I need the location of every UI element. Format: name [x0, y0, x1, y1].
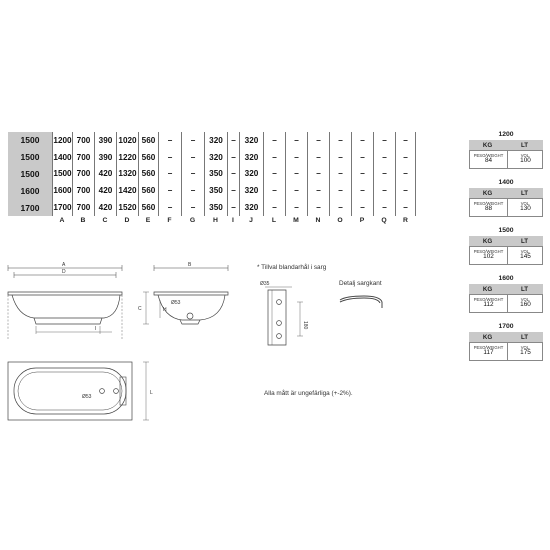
- table-cell: 320: [244, 203, 259, 213]
- table-cell: 700: [76, 186, 91, 196]
- volume-value: 100: [520, 157, 531, 165]
- column-letter: B: [80, 217, 86, 224]
- table-cell: –: [190, 203, 196, 213]
- table-cell: –: [338, 135, 343, 145]
- table-cell: –: [231, 135, 236, 145]
- table-cell: 1420: [118, 186, 137, 196]
- model-cell: 1500: [20, 135, 40, 146]
- column-letter: P: [359, 217, 365, 224]
- table-cell: 560: [141, 152, 156, 162]
- kg-header: KG: [482, 285, 493, 293]
- table-cell: –: [231, 186, 236, 196]
- weight-label: PESO/WEIGHT: [473, 296, 504, 302]
- table-cell: –: [338, 152, 343, 162]
- weight-value: 117: [483, 349, 494, 357]
- weight-label: PESO/WEIGHT: [473, 344, 504, 350]
- weight-value: 84: [484, 157, 493, 165]
- table-cell: –: [231, 152, 236, 162]
- tap-hole-drawing: [265, 287, 303, 345]
- table-cell: 1600: [53, 186, 72, 196]
- table-cell: 1500: [53, 169, 72, 179]
- table-cell: 560: [141, 186, 156, 196]
- table-cell: 350: [209, 186, 223, 196]
- table-cell: –: [190, 135, 196, 145]
- table-cell: –: [231, 203, 236, 213]
- table-cell: 1020: [118, 135, 137, 145]
- table-cell: –: [382, 203, 387, 213]
- table-cell: –: [382, 169, 387, 179]
- table-cell: –: [167, 203, 173, 213]
- spec-box-title: 1500: [498, 227, 514, 234]
- table-cell: –: [294, 203, 299, 213]
- column-letter: F: [167, 217, 172, 224]
- tolerance-note: Alla mått är ungefärliga (+-2%).: [264, 390, 353, 397]
- table-cell: 1200: [53, 135, 72, 145]
- table-cell: –: [167, 135, 173, 145]
- column-letter: E: [145, 217, 151, 224]
- table-cell: –: [316, 135, 321, 145]
- end-view-drawing: [143, 265, 228, 324]
- table-cell: –: [294, 186, 299, 196]
- volume-value: 160: [520, 301, 531, 309]
- table-cell: 700: [76, 135, 91, 145]
- table-cell: 390: [98, 152, 113, 162]
- table-cell: –: [190, 169, 196, 179]
- table-cell: 700: [76, 203, 91, 213]
- table-cell: –: [190, 152, 196, 162]
- model-cell: 1500: [20, 152, 40, 163]
- end-hole-diameter: Ø53: [171, 300, 181, 306]
- column-letter: N: [315, 217, 321, 224]
- table-cell: –: [272, 203, 277, 213]
- table-cell: –: [272, 135, 277, 145]
- lt-header: LT: [520, 237, 529, 245]
- table-cell: 420: [98, 169, 113, 179]
- weight-value: 102: [483, 253, 494, 261]
- table-cell: –: [403, 186, 408, 196]
- table-cell: –: [231, 169, 236, 179]
- table-cell: –: [360, 186, 365, 196]
- model-cell: 1500: [20, 168, 40, 179]
- table-cell: –: [382, 135, 387, 145]
- lt-header: LT: [520, 285, 529, 293]
- table-cell: 700: [76, 169, 91, 179]
- rim-detail-drawing: [340, 296, 382, 308]
- tap-hole-spacing: 180: [302, 321, 308, 330]
- table-cell: 1220: [118, 152, 137, 162]
- column-letter: J: [249, 217, 253, 224]
- plan-view-drawing: [8, 362, 149, 420]
- spec-box-title: 1400: [498, 179, 514, 186]
- column-letter: C: [102, 217, 108, 224]
- table-cell: –: [338, 186, 343, 196]
- table-cell: 1520: [118, 203, 137, 213]
- table-cell: 320: [244, 135, 259, 145]
- table-cell: –: [360, 203, 365, 213]
- table-cell: 390: [98, 135, 113, 145]
- spec-box-title: 1700: [498, 323, 514, 330]
- table-cell: –: [316, 203, 321, 213]
- column-letter: O: [337, 217, 343, 224]
- column-letter: R: [403, 217, 408, 224]
- side-dim-i: I: [95, 326, 97, 332]
- column-letter: I: [232, 217, 234, 224]
- kg-header: KG: [482, 141, 493, 149]
- weight-value: 112: [483, 301, 494, 309]
- kg-header: KG: [482, 189, 493, 197]
- weight-label: PESO/WEIGHT: [473, 152, 504, 158]
- table-cell: 560: [141, 203, 156, 213]
- lt-header: LT: [520, 189, 529, 197]
- column-letter: H: [213, 217, 218, 224]
- table-cell: 350: [209, 169, 223, 179]
- table-cell: –: [360, 169, 365, 179]
- volume-label: VOL.: [520, 152, 531, 158]
- lt-header: LT: [520, 141, 529, 149]
- model-cell: 1700: [20, 202, 40, 213]
- volume-value: 130: [520, 205, 531, 213]
- lt-header: LT: [520, 333, 529, 341]
- table-cell: 320: [209, 152, 223, 162]
- side-view-drawing: [8, 265, 122, 340]
- volume-label: VOL.: [520, 200, 531, 206]
- weight-value: 88: [484, 205, 493, 213]
- table-cell: –: [360, 152, 365, 162]
- column-letter: A: [59, 217, 65, 224]
- kg-header: KG: [482, 333, 493, 341]
- table-cell: –: [294, 152, 299, 162]
- table-cell: –: [382, 152, 387, 162]
- table-cell: 320: [209, 135, 223, 145]
- table-cell: 320: [244, 169, 259, 179]
- table-cell: –: [316, 169, 321, 179]
- table-cell: –: [338, 203, 343, 213]
- table-cell: –: [360, 135, 365, 145]
- table-cell: 560: [141, 169, 156, 179]
- table-cell: 700: [76, 152, 91, 162]
- model-cell: 1600: [20, 185, 40, 196]
- table-cell: –: [403, 169, 408, 179]
- weight-label: PESO/WEIGHT: [473, 248, 504, 254]
- table-cell: –: [272, 169, 277, 179]
- end-dim-h: H: [163, 307, 167, 313]
- column-letter: M: [293, 217, 299, 224]
- kg-header: KG: [482, 237, 493, 245]
- table-cell: 420: [98, 186, 113, 196]
- table-cell: –: [190, 186, 196, 196]
- table-cell: –: [167, 169, 173, 179]
- column-letter: Q: [381, 217, 387, 224]
- table-cell: –: [382, 186, 387, 196]
- spec-box-title: 1600: [498, 275, 514, 282]
- end-dim-c: C: [138, 306, 142, 312]
- table-cell: –: [167, 186, 173, 196]
- table-cell: –: [403, 135, 408, 145]
- spec-box-title: 1200: [498, 131, 514, 138]
- side-dim-d: D: [62, 269, 66, 275]
- volume-label: VOL.: [520, 248, 531, 254]
- volume-label: VOL.: [520, 344, 531, 350]
- tap-option-note: * Tillval blandarhål i sarg: [257, 264, 327, 271]
- table-cell: 1320: [118, 169, 137, 179]
- column-letter: D: [124, 217, 130, 224]
- table-cell: 320: [244, 186, 259, 196]
- table-cell: 320: [244, 152, 259, 162]
- weight-label: PESO/WEIGHT: [473, 200, 504, 206]
- table-cell: –: [316, 186, 321, 196]
- volume-label: VOL.: [520, 296, 531, 302]
- table-cell: –: [294, 135, 299, 145]
- table-cell: 1400: [53, 152, 72, 162]
- table-cell: –: [316, 152, 321, 162]
- table-cell: –: [338, 169, 343, 179]
- table-cell: 1700: [53, 203, 72, 213]
- table-cell: –: [403, 152, 408, 162]
- table-cell: –: [294, 169, 299, 179]
- table-cell: –: [272, 152, 277, 162]
- volume-value: 145: [520, 253, 531, 261]
- table-cell: –: [272, 186, 277, 196]
- table-cell: –: [403, 203, 408, 213]
- column-letter: G: [189, 217, 196, 224]
- table-cell: 420: [98, 203, 113, 213]
- table-cell: 350: [209, 203, 223, 213]
- side-dim-a: A: [62, 262, 66, 268]
- plan-dim-l: L: [150, 390, 153, 396]
- column-letter: L: [271, 217, 277, 224]
- volume-value: 175: [520, 349, 531, 357]
- tap-hole-diameter: Ø35: [260, 281, 270, 287]
- rim-detail-note: Detalj sargkant: [339, 280, 382, 287]
- end-dim-b: B: [188, 262, 192, 268]
- table-cell: –: [167, 152, 173, 162]
- table-cell: 560: [141, 135, 156, 145]
- plan-hole-diameter: Ø53: [82, 394, 92, 400]
